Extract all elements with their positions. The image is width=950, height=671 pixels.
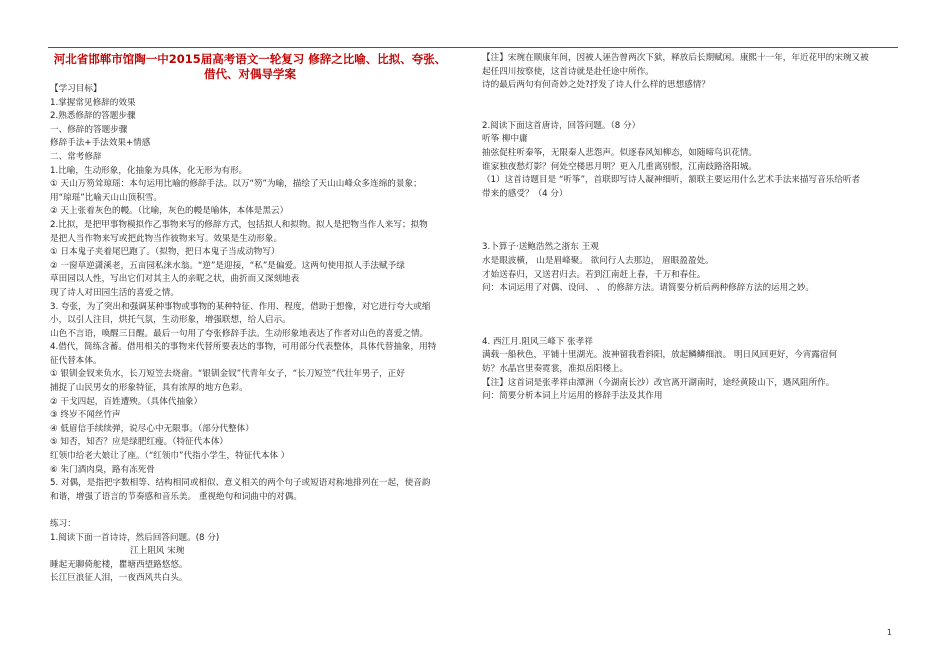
page-number: 1 xyxy=(886,628,892,637)
right-line: 诗的最后两句有何奇妙之处?抒发了诗人什么样的思想感情？ xyxy=(482,80,710,91)
left-line: 山色不言语，唤醒三日醒。最后一句用了夸张修辞手法。生动形象地表达了作者对山色的喜爱之情。 xyxy=(50,328,429,339)
document-title: 河北省邯郸市馆陶一中2015届高考语文一轮复习 修辞之比喻、比拟、夸张、借代、对偶导学案 xyxy=(53,52,447,81)
left-line: ④ 低眉信手续续弹，说尽心中无限事。（部分代整体） xyxy=(50,423,254,434)
right-line: 妨？水晶宫里奏霓裳，准拟岳阳楼上。 xyxy=(482,363,629,374)
exercise-block xyxy=(482,120,890,202)
right-line: 问：本词运用了对偶、设问、 、 的修辞方法。请简要分析后两种修辞方法的运用之妙。 xyxy=(482,283,815,294)
right-line: 2.阅读下面这首唐诗，回答问题。（8 分） xyxy=(482,120,641,131)
left-line: 修辞手法+手法效果+情感 xyxy=(50,138,151,149)
header-rule xyxy=(48,47,898,48)
left-line: ⑥ 朱门酒肉臭，路有冻死骨 xyxy=(50,464,155,475)
right-line: 听筝 柳中庸 xyxy=(482,134,528,145)
block-spacer xyxy=(482,93,890,120)
right-line: 满载一船秋色，平铺十里湖光。波神留我看斜阳，放起鳞鳞细浪。 明日风回更好，今宵露宿何 xyxy=(482,350,838,361)
left-line: 江上阻风 宋琬 xyxy=(130,546,185,557)
left-line xyxy=(50,504,450,518)
exercise-block xyxy=(482,336,890,404)
left-line: 5. 对偶，是指把字数相等、结构相同或相似、意义相关的两个句子或短语对称地排列在一起，使音韵 xyxy=(50,478,431,489)
left-line: 4.借代，简练含蓄。借用相关的事物来代替所要表达的事物，可用部分代表整体，具体代替抽象，用特 xyxy=(50,342,437,353)
left-line: 是把人当作物来写或把此物当作彼物来写。效果是生动形象。 xyxy=(50,233,283,244)
right-line: 抽弦促柱听秦筝，无限秦人悲怨声。似逐春风知柳态，如随啼鸟识花情。 xyxy=(482,147,758,158)
left-line: 红领巾给老大娘让了座。（“红领巾”代指小学生，特征代本体 ） xyxy=(50,451,290,462)
left-line: 2.比拟，是把甲事物模拟作乙事物来写的修辞方式，包括拟人和拟物。拟人是把物当作人来写；拟物 xyxy=(50,219,428,230)
left-line: 长江巨浪征人泪，一夜西风共白头。 xyxy=(50,573,188,584)
left-line: ② 干戈四起，百姓遭殃。（具体代抽象） xyxy=(50,396,203,407)
left-line: 睡起无聊倚舵楼，瞿塘西望路悠悠。 xyxy=(50,559,188,570)
left-line: ① 日本鬼子夹着尾巴跑了。（拟物，把日本鬼子当成动物写） xyxy=(50,247,280,258)
right-line: 【注】这首词是张孝祥由潭洲（今湖南长沙）改官离开湖南时，途经黄陵山下，遇风阻所作。 xyxy=(482,377,835,388)
left-line: 练习： xyxy=(50,519,76,529)
left-line: 1.比喻，生动形象，化抽象为具体，化无形为有形。 xyxy=(50,165,248,176)
left-line: ① 天山万笏耸琼瑶：本句运用比喻的修辞手法。以万“笏”为喻，描绘了天山山峰众多连绵的景象； xyxy=(50,179,422,190)
right-line: 起任四川按察使，这首诗就是赴任途中所作。 xyxy=(482,66,654,77)
left-line: 小，以引人注目，烘托气氛，生动形象，增强联想，给人启示。 xyxy=(50,315,291,326)
left-line: 二、常考修辞 xyxy=(50,151,102,162)
right-line: 才始送春归，又送君归去。若到江南赶上春，千万和春住。 xyxy=(482,269,706,280)
left-line: 和谐，增强了语言的节奏感和音乐美。 重视绝句和词曲中的对偶。 xyxy=(50,491,302,502)
left-line: 草田园以人性，写出它们对其主人的亲昵之状，曲折而又深刻地表 xyxy=(50,274,300,285)
left-line: ⑤ 知否，知否？应是绿肥红瘦。（特征代本体） xyxy=(50,437,229,448)
right-line: 3.卜算子·送鲍浩然之浙东 王观 xyxy=(482,242,599,253)
right-content xyxy=(482,52,890,404)
left-line: 现了诗人对田园生活的喜爱之情。 xyxy=(50,287,179,298)
left-line: 用“琼瑶”比喻天山山顶积雪。 xyxy=(50,192,163,203)
block-spacer xyxy=(482,201,890,241)
left-line: ② 一窗草逆潇溪老，五亩园私涞水翁。“逆”是迎接，“私”是偏爱。这两句使用拟人手法赋予绿 xyxy=(50,260,405,271)
exercise-block xyxy=(482,52,890,93)
left-line: ③ 终岁不闻丝竹声 xyxy=(50,410,121,421)
left-line: ② 天上张着灰色的幔。（比喻，灰色的幔是喻体，本体是黑云） xyxy=(50,206,289,217)
block-spacer xyxy=(482,296,890,336)
left-line: 捕捉了山民男女的形象特征，具有浓厚的地方色彩。 xyxy=(50,383,248,394)
left-line: 1.掌握常见修辞的效果 xyxy=(50,97,136,108)
left-line: 2.熟悉修辞的答题步骤 xyxy=(50,111,136,122)
right-column xyxy=(482,52,890,404)
left-line: ① 银钏金钗来负水，长刀短笠去烧畲。“银钏金钗”代青年女子，“长刀短笠”代壮年男子，正好 xyxy=(50,369,405,380)
exercise-block xyxy=(482,241,890,295)
left-column xyxy=(50,52,450,586)
left-line: 一、修辞的答题步骤 xyxy=(50,124,128,135)
left-line: 1.阅读下面一首诗诗，然后回答问题。(8 分) xyxy=(50,532,220,543)
right-line: 【注】宋琬在顺康年间，因被人诬告曾两次下狱，释放后长期赋闲。康熙十一年，年近花甲的宋琬又被 xyxy=(482,53,869,63)
right-line: 4. 西江月.阻风三峰下 张孝祥 xyxy=(482,336,593,347)
right-line: 问：简要分析本词上片运用的修辞手法及其作用 xyxy=(482,391,663,402)
left-line: 【学习目标】 xyxy=(50,84,102,94)
left-content xyxy=(50,83,450,586)
right-line: 水是眼波横， 山是眉峰聚。 欲问行人去那边， 眉眼盈盈处。 xyxy=(482,255,714,266)
right-line: 谁家独夜愁灯影？何处空楼思月明？更入几重离别恨，江南歧路洛阳城。 xyxy=(482,161,758,172)
left-line: 征代替本体。 xyxy=(50,355,102,366)
left-line: 3. 夸张，为了突出和强调某种事物或事物的某种特征、作用、程度，借助于想像，对它进行夸大或缩 xyxy=(50,301,431,312)
right-line: （1）这首诗题目是 “听筝”，首联即写诗人凝神细听，颔联主要运用什么艺术手法来描写音乐给听者 xyxy=(482,175,861,186)
right-line: 带来的感受？（4 分） xyxy=(482,188,568,199)
